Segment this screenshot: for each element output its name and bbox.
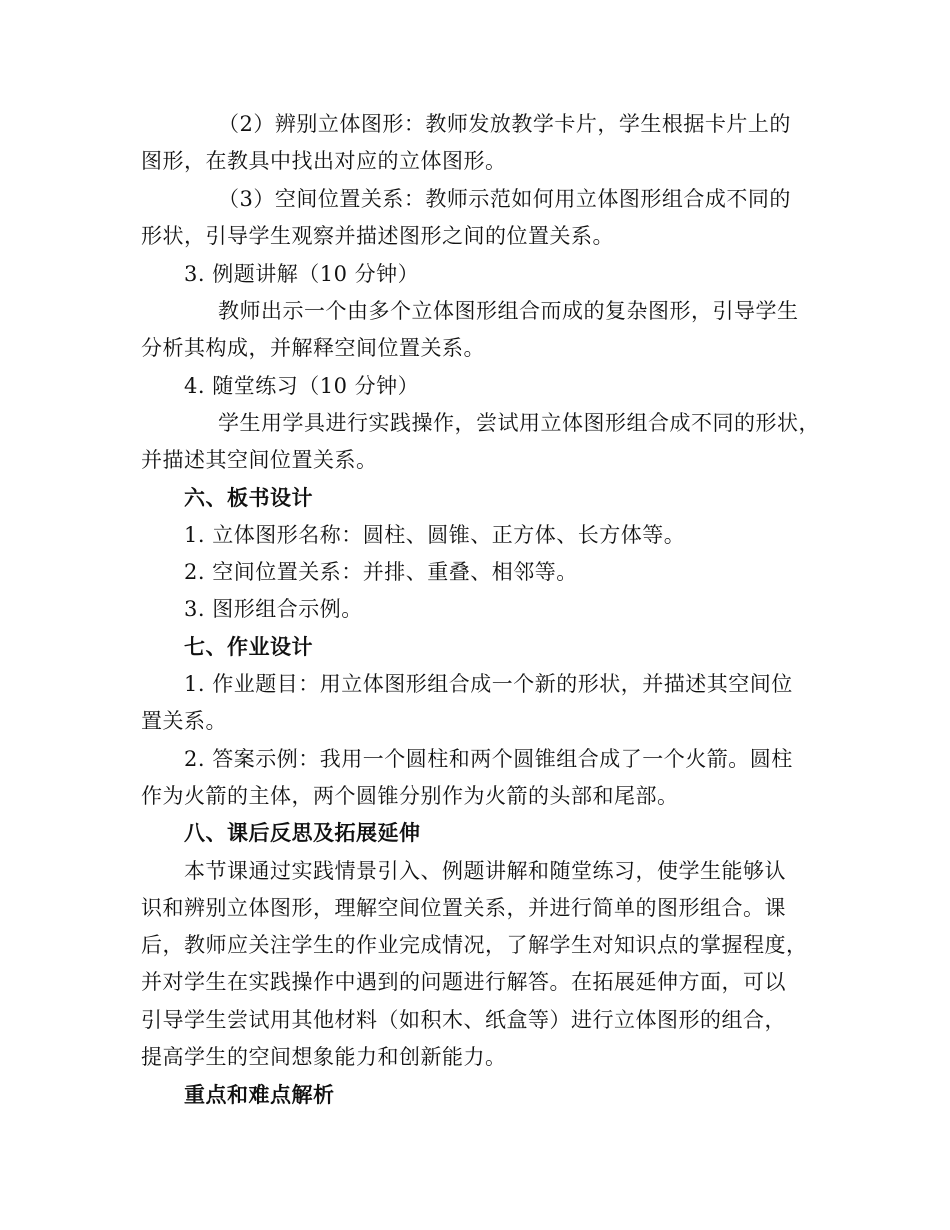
list-item: 2. 答案示例：我用一个圆柱和两个圆锥组合成了一个火箭。圆柱 (184, 747, 793, 771)
list-item: 3. 图形组合示例。 (184, 597, 363, 621)
paragraph-line: （2）辨别立体图形：教师发放教学卡片，学生根据卡片上的 (218, 112, 791, 136)
section-heading: 重点和难点解析 (184, 1082, 335, 1107)
paragraph-line: 作为火箭的主体，两个圆锥分别作为火箭的头部和尾部。 (141, 784, 679, 808)
paragraph-line: 并描述其空间位置关系。 (141, 448, 378, 472)
paragraph-line: 本节课通过实践情景引入、例题讲解和随堂练习，使学生能够认 (184, 859, 786, 883)
paragraph-line: 图形，在教具中找出对应的立体图形。 (141, 149, 507, 173)
list-item: 1. 作业题目：用立体图形组合成一个新的形状，并描述其空间位 (184, 672, 793, 696)
paragraph-line: （3）空间位置关系：教师示范如何用立体图形组合成不同的 (218, 187, 791, 211)
list-item: 3. 例题讲解（10 分钟） (184, 262, 420, 286)
paragraph-line: 置关系。 (141, 709, 227, 733)
paragraph-line: 后，教师应关注学生的作业完成情况，了解学生对知识点的掌握程度， (141, 933, 808, 957)
paragraph-line: 引导学生尝试用其他材料（如积木、纸盒等）进行立体图形的组合， (141, 1008, 786, 1032)
section-heading: 六、板书设计 (184, 485, 313, 510)
section-heading: 八、课后反思及拓展延伸 (184, 820, 421, 845)
list-item: 4. 随堂练习（10 分钟） (184, 374, 420, 398)
paragraph-line: 分析其构成，并解释空间位置关系。 (141, 336, 485, 360)
list-item: 1. 立体图形名称：圆柱、圆锥、正方体、长方体等。 (184, 523, 686, 547)
section-heading: 七、作业设计 (184, 634, 313, 659)
paragraph-line: 识和辨别立体图形，理解空间位置关系，并进行简单的图形组合。课 (141, 896, 786, 920)
list-item: 2. 空间位置关系：并排、重叠、相邻等。 (184, 560, 578, 584)
paragraph-line: 教师出示一个由多个立体图形组合而成的复杂图形，引导学生 (218, 299, 799, 323)
paragraph-line: 学生用学具进行实践操作，尝试用立体图形组合成不同的形状， (218, 411, 820, 435)
paragraph-line: 并对学生在实践操作中遇到的问题进行解答。在拓展延伸方面，可以 (141, 970, 786, 994)
paragraph-line: 形状，引导学生观察并描述图形之间的位置关系。 (141, 224, 614, 248)
paragraph-line: 提高学生的空间想象能力和创新能力。 (141, 1045, 507, 1069)
